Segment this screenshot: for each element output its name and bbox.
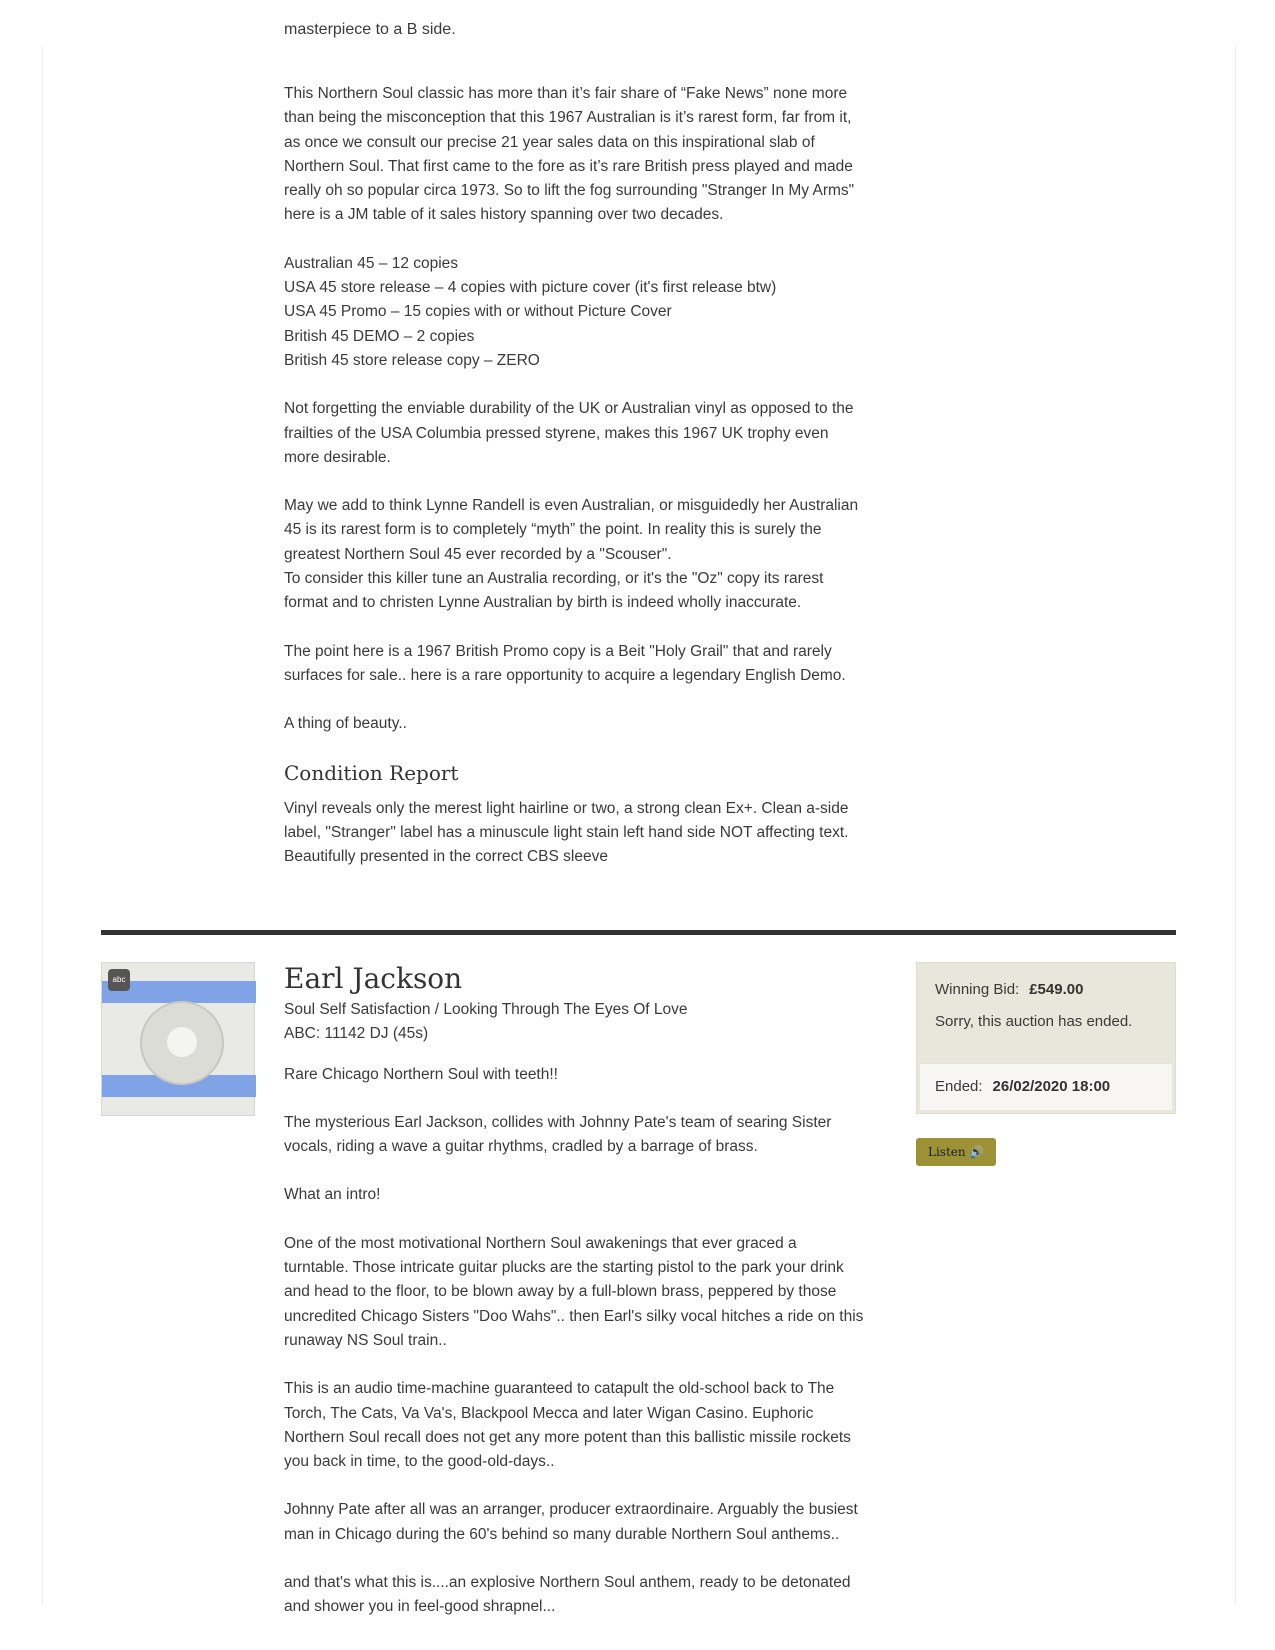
condition-line: label, "Stranger" label has a minuscule light stain left hand side NOT affecting text.: [284, 823, 849, 841]
catalogue-number: ABC: 11142 DJ (45s): [284, 1025, 429, 1043]
condition-line: Beautifully presented in the correct CBS sleeve: [284, 848, 608, 866]
description-line: British 45 store release copy – ZERO: [284, 351, 540, 369]
description-line: turntable. Those intricate guitar plucks are the starting pistol to the park your drink: [284, 1259, 844, 1277]
description-line: runaway NS Soul train..: [284, 1331, 447, 1349]
cut-off-line: masterpiece to a B side.: [284, 21, 456, 38]
description-paragraph: [284, 712, 884, 736]
auction-ended: Ended: 26/02/2020 18:00: [920, 1063, 1172, 1110]
condition-report-text: [284, 797, 884, 870]
description-line: May we add to think Lynne Randell is even Australian, or misguidedly her Australian: [284, 497, 859, 515]
record-thumbnail[interactable]: [101, 962, 255, 1116]
description-paragraph: [284, 252, 884, 373]
description-line: What an intro!: [284, 1186, 381, 1204]
description-paragraph: [284, 1183, 884, 1207]
description-line: USA 45 store release – 4 copies with picture cover (it's first release btw): [284, 279, 777, 297]
description-line: really oh so popular circa 1973. So to lift the fog surrounding "Stranger In My Arms": [284, 182, 855, 200]
previous-listing-paragraphs: [284, 82, 884, 737]
description-line: frailties of the USA Columbia pressed styrene, makes this 1967 UK trophy even: [284, 424, 829, 442]
description-line: USA 45 Promo – 15 copies with or without Picture Cover: [284, 303, 672, 321]
description-line: Australian 45 – 12 copies: [284, 254, 459, 272]
description-line: here is a JM table of it sales history spanning over two decades.: [284, 206, 724, 224]
description-line: A thing of beauty..: [284, 715, 407, 733]
winning-bid: Winning Bid: £549.00: [935, 981, 1084, 998]
description-paragraph: [284, 640, 884, 689]
description-paragraph: [284, 1232, 884, 1353]
description-line: 45 is its rarest form is to completely “myth” the point. In reality this is surely the: [284, 521, 822, 539]
description-paragraph: [284, 397, 884, 470]
description-paragraph: [284, 1111, 884, 1160]
description-line: and shower you in feel-good shrapnel...: [284, 1598, 556, 1616]
description-paragraph: [284, 1498, 884, 1547]
ended-date: 26/02/2020 18:00: [992, 1078, 1111, 1095]
description-line: format and to christen Lynne Australian by birth is indeed wholly inaccurate.: [284, 594, 802, 612]
description-paragraph: [284, 1063, 884, 1087]
description-line: British 45 DEMO – 2 copies: [284, 327, 475, 345]
description-line: Northern Soul. That first came to the fore as it’s rare British press played and made: [284, 157, 853, 175]
winning-bid-amount: £549.00: [1029, 981, 1084, 998]
description-paragraph: [284, 1377, 884, 1474]
description-line: The mysterious Earl Jackson, collides with Johnny Pate's team of searing Sister: [284, 1113, 832, 1131]
listen-button[interactable]: Listen 🔊: [916, 1138, 996, 1166]
vinyl-disc-icon: [140, 1001, 224, 1085]
label-logo-icon: abc: [108, 969, 130, 991]
description-line: Johnny Pate after all was an arranger, producer extraordinaire. Arguably the busiest: [284, 1501, 858, 1519]
previous-listing-description: [284, 21, 884, 869]
description-line: you back in time, to the good-old-days..: [284, 1453, 555, 1471]
description-line: as once we consult our precise 21 year sales data on this inspirational slab of: [284, 133, 815, 151]
description-line: surfaces for sale.. here is a rare opportunity to acquire a legendary English Demo.: [284, 666, 846, 684]
bid-panel: [916, 962, 1176, 1114]
description-line: more desirable.: [284, 448, 391, 466]
artist-name[interactable]: Earl Jackson: [284, 962, 463, 995]
description-line: One of the most motivational Northern Soul awakenings that ever graced a: [284, 1234, 797, 1252]
description-line: This Northern Soul classic has more than it’s fair share of “Fake News” none more: [284, 85, 848, 102]
description-paragraph: [284, 82, 884, 228]
description-line: This is an audio time-machine guaranteed to catapult the old-school back to The: [284, 1380, 835, 1398]
description-line: The point here is a 1967 British Promo copy is a Beit "Holy Grail" that and rarely: [284, 642, 832, 660]
listing-details: [284, 962, 884, 1644]
description-line: greatest Northern Soul 45 ever recorded by a "Scouser".: [284, 545, 672, 563]
description-paragraph: [284, 494, 884, 615]
description-line: and that's what this is....an explosive Northern Soul anthem, ready to be detonated: [284, 1574, 851, 1592]
condition-line: Vinyl reveals only the merest light hairline or two, a strong clean Ex+. Clean a-side: [284, 799, 849, 817]
description-line: uncredited Chicago Sisters "Doo Wahs".. then Earl's silky vocal hitches a ride on this: [284, 1307, 864, 1325]
description-line: than being the misconception that this 1967 Australian is it’s rarest form, far from it,: [284, 109, 852, 127]
description-line: Rare Chicago Northern Soul with teeth!!: [284, 1065, 558, 1083]
description-paragraph: [284, 1571, 884, 1620]
auction-status: Sorry, this auction has ended.: [935, 1013, 1133, 1030]
description-line: To consider this killer tune an Australia recording, or it's the "Oz" copy its rarest: [284, 570, 824, 588]
description-line: man in Chicago during the 60's behind so many durable Northern Soul anthems..: [284, 1525, 840, 1543]
description-line: and head to the floor, to be blown away by a full-blown brass, peppered by those: [284, 1283, 837, 1301]
condition-report-heading: Condition Report: [284, 760, 459, 785]
description-line: Not forgetting the enviable durability of the UK or Australian vinyl as opposed to the: [284, 400, 854, 418]
record-titles: Soul Self Satisfaction / Looking Through The Eyes Of Love: [284, 1001, 688, 1018]
description-line: Northern Soul recall does not get any more potent than this ballistic missile rockets: [284, 1428, 851, 1446]
listing-divider: [101, 930, 1176, 935]
description-line: vocals, riding a wave a guitar rhythms, cradled by a barrage of brass.: [284, 1138, 758, 1156]
item-description: [284, 1063, 884, 1620]
description-line: Torch, The Cats, Va Va's, Blackpool Mecca and later Wigan Casino. Euphoric: [284, 1404, 814, 1422]
